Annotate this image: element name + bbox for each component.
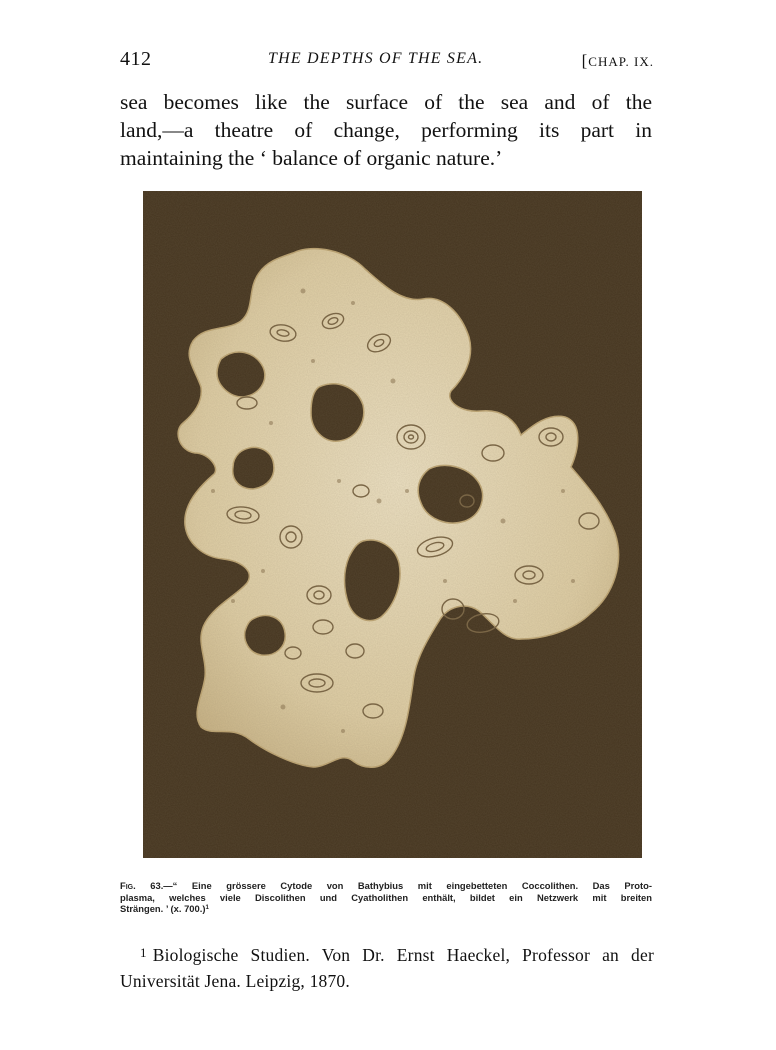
caption-line: plasma, welches viele Discolithen und Cyatholithen enthält, bildet ein Netzwerk mit breiten (120, 891, 652, 903)
body-line: maintaining the ‘ balance of organic nature.’ (120, 146, 503, 170)
page-number: 412 (120, 48, 152, 70)
bathybius-illustration (143, 191, 642, 858)
cytode-network (143, 191, 642, 858)
texture-overlay (143, 191, 642, 858)
figure-caption (120, 880, 652, 915)
running-header (120, 48, 660, 76)
body-paragraph (120, 88, 652, 172)
caption-line (120, 880, 652, 892)
body-line: sea becomes like the surface of the sea and of the (120, 90, 652, 114)
caption-text: Strängen. ’ (x. 700.) (120, 903, 206, 914)
figure-label: Fig. 63. (120, 880, 164, 891)
footnote (120, 940, 654, 994)
footnote-line (120, 940, 654, 968)
chapter-reference-text: CHAP. IX. (588, 54, 654, 69)
footnote-marker: 1 (140, 945, 147, 960)
caption-text: —“ Eine grössere Cytode von Bathybius mit eingebetteten Coccolithen. Das Proto- (163, 880, 652, 891)
footnote-reference: 1 (205, 903, 209, 911)
body-line: land,—a theatre of change, performing its part in (120, 118, 652, 142)
footnote-line: Universität Jena. Leipzig, 1870. (120, 971, 350, 991)
caption-line (120, 903, 652, 915)
running-title: THE DEPTHS OF THE SEA. (268, 50, 484, 67)
figure-plate (143, 191, 642, 858)
chapter-reference: [CHAP. IX. (581, 51, 654, 70)
footnote-text: Biologische Studien. Von Dr. Ernst Haeckel, Professor an der (152, 945, 654, 965)
